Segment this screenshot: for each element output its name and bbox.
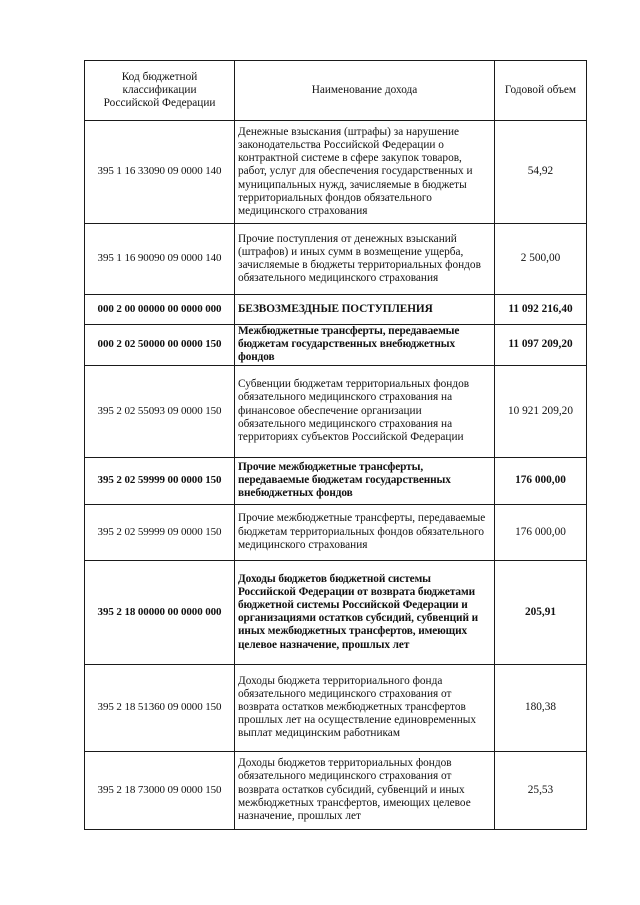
table-row bbox=[85, 121, 587, 224]
income-name-cell: Доходы бюджетов территориальных фондов обязательного медицинского страхования от возврата остатков субсидий, субвенций и иных межбюджетных трансфертов, имеющих целевое назначение, прошлых лет bbox=[235, 751, 495, 829]
income-name-cell: Доходы бюджетов бюджетной системы Российской Федерации от возврата бюджетами бюджетной системы Российской Федерации и организациями остатков субсидий, субвенций и иных межбюджетных трансфертов, имеющих целевое назначение, прошлых лет bbox=[235, 560, 495, 664]
table-row bbox=[85, 664, 587, 751]
income-volume-cell: 10 921 209,20 bbox=[495, 365, 587, 457]
income-code-cell: 395 1 16 90090 09 0000 140 bbox=[85, 224, 235, 295]
income-code-cell: 000 2 02 50000 00 0000 150 bbox=[85, 325, 235, 366]
income-volume-cell: 54,92 bbox=[495, 121, 587, 224]
income-code-cell: 395 2 18 00000 00 0000 000 bbox=[85, 560, 235, 664]
income-table bbox=[84, 60, 587, 830]
income-name-cell: Прочие межбюджетные трансферты, передаваемые бюджетам государственных внебюджетных фондов bbox=[235, 457, 495, 504]
table-row bbox=[85, 751, 587, 829]
income-name-cell: Денежные взыскания (штрафы) за нарушение законодательства Российской Федерации о контрактной системе в сфере закупок товаров, работ, услуг для обеспечения государственных и муниципальных нужд, зачисляемые в бюджеты территориальных фондов обязательного медицинского страхования bbox=[235, 121, 495, 224]
income-volume-cell: 2 500,00 bbox=[495, 224, 587, 295]
table-row bbox=[85, 504, 587, 560]
income-name-cell: Прочие межбюджетные трансферты, передаваемые бюджетам территориальных фондов обязательного медицинского страхования bbox=[235, 504, 495, 560]
income-code-cell: 395 2 02 55093 09 0000 150 bbox=[85, 365, 235, 457]
table-row bbox=[85, 560, 587, 664]
income-volume-cell: 176 000,00 bbox=[495, 504, 587, 560]
income-code-cell: 395 2 18 51360 09 0000 150 bbox=[85, 664, 235, 751]
table-header-row bbox=[85, 61, 587, 121]
header-annual-volume: Годовой объем bbox=[495, 61, 587, 121]
income-code-cell: 395 2 18 73000 09 0000 150 bbox=[85, 751, 235, 829]
header-income-name: Наименование дохода bbox=[235, 61, 495, 121]
income-name-cell: БЕЗВОЗМЕЗДНЫЕ ПОСТУПЛЕНИЯ bbox=[235, 295, 495, 325]
table-row bbox=[85, 457, 587, 504]
income-volume-cell: 205,91 bbox=[495, 560, 587, 664]
table-row bbox=[85, 224, 587, 295]
table-row bbox=[85, 365, 587, 457]
income-volume-cell: 11 092 216,40 bbox=[495, 295, 587, 325]
income-volume-cell: 176 000,00 bbox=[495, 457, 587, 504]
income-code-cell: 395 1 16 33090 09 0000 140 bbox=[85, 121, 235, 224]
table-row bbox=[85, 295, 587, 325]
income-volume-cell: 11 097 209,20 bbox=[495, 325, 587, 366]
income-name-cell: Прочие поступления от денежных взысканий (штрафов) и иных сумм в возмещение ущерба, зачисляемые в бюджеты территориальных фондов обязательного медицинского страхования bbox=[235, 224, 495, 295]
income-volume-cell: 25,53 bbox=[495, 751, 587, 829]
income-code-cell: 395 2 02 59999 00 0000 150 bbox=[85, 457, 235, 504]
header-budget-code: Код бюджетной классификации Российской Федерации bbox=[85, 61, 235, 121]
income-name-cell: Доходы бюджета территориального фонда обязательного медицинского страхования от возврата остатков межбюджетных трансфертов прошлых лет на осуществление единовременных выплат медицинским работникам bbox=[235, 664, 495, 751]
income-code-cell: 000 2 00 00000 00 0000 000 bbox=[85, 295, 235, 325]
income-code-cell: 395 2 02 59999 09 0000 150 bbox=[85, 504, 235, 560]
table-row bbox=[85, 325, 587, 366]
income-name-cell: Межбюджетные трансферты, передаваемые бюджетам государственных внебюджетных фондов bbox=[235, 325, 495, 366]
income-name-cell: Субвенции бюджетам территориальных фондов обязательного медицинского страхования на финансовое обеспечение организации обязательного медицинского страхования на территориях субъектов Российской Федерации bbox=[235, 365, 495, 457]
income-volume-cell: 180,38 bbox=[495, 664, 587, 751]
